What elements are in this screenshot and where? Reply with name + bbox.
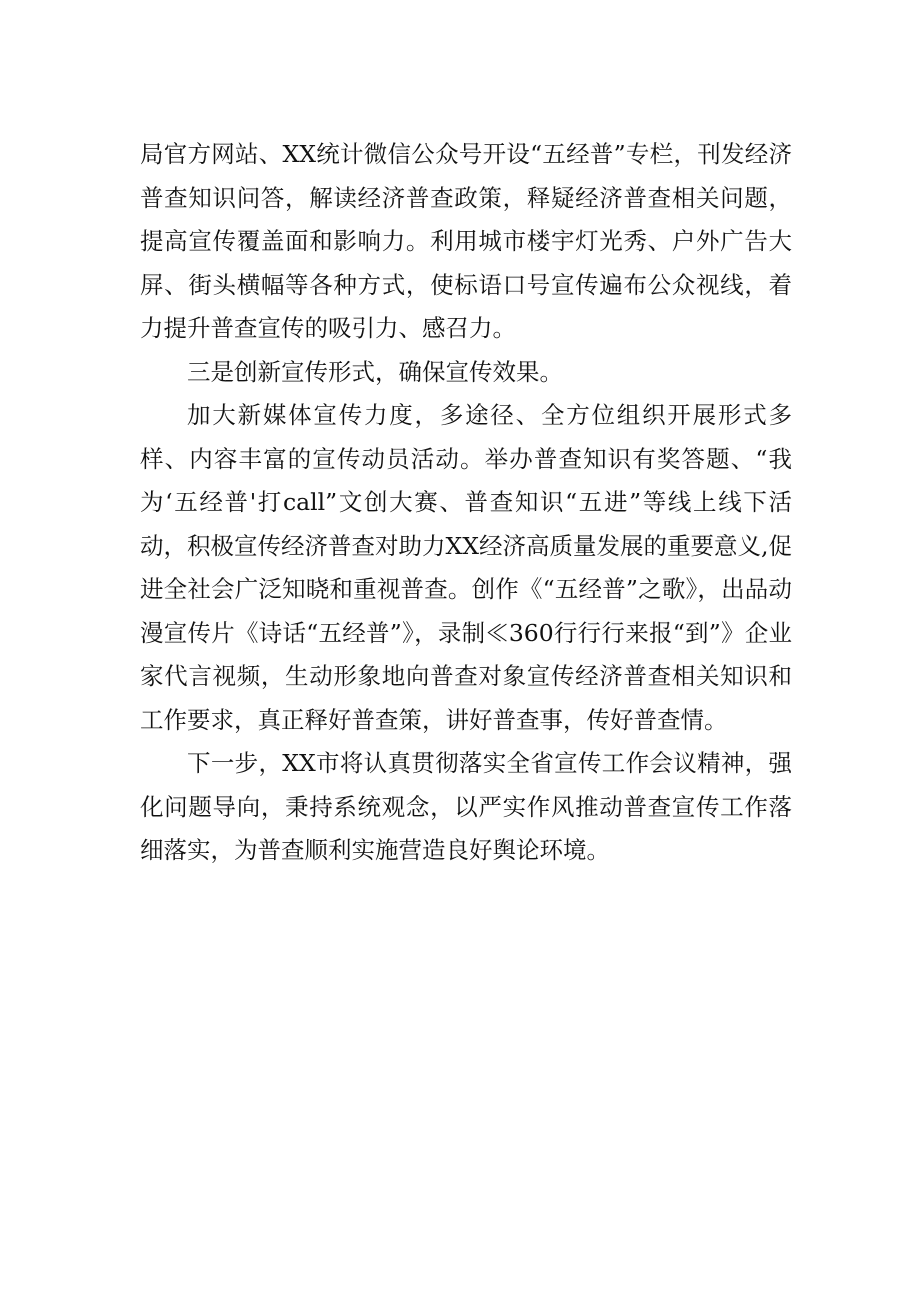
paragraph-continuation: 局官方网站、XX统计微信公众号开设“五经普”专栏，刊发经济普查知识问答，解读经济普查政策，释疑经济普查相关问题，提高宣传覆盖面和影响力。利用城市楼宇灯光秀、户外广告大屏、街头横幅等各种方式，使标语口号宣传遍布公众视线，着力提升普查宣传的吸引力、感召力。 (140, 140, 792, 342)
paragraph-next-step: 下一步，XX市将认真贯彻落实全省宣传工作会议精神，强化问题导向，秉持系统观念，以严实作风推动普查宣传工作落细落实，为普查顺利实施营造良好舆论环境。 (140, 749, 792, 864)
document-page (140, 133, 792, 873)
paragraph-new-media: 加大新媒体宣传力度，多途径、全方位组织开展形式多样、内容丰富的宣传动员活动。举办普查知识有奖答题、“我为‘五经普'打call”文创大赛、普查知识“五进”等线上线下活动，积极宣传经济普查对助力XX经济高质量发展的重要意义,促进全社会广泛知晓和重视普查。创作《“五经普”之歌》，出品动漫宣传片《诗话“五经普”》，录制≪360行行行来报“到”》企业家代言视频，生动形象地向普查对象宣传经济普查相关知识和工作要求，真正释好普查策，讲好普查事，传好普查情。 (140, 401, 792, 734)
paragraph-section-heading: 三是创新宣传形式，确保宣传效果。 (187, 357, 563, 386)
